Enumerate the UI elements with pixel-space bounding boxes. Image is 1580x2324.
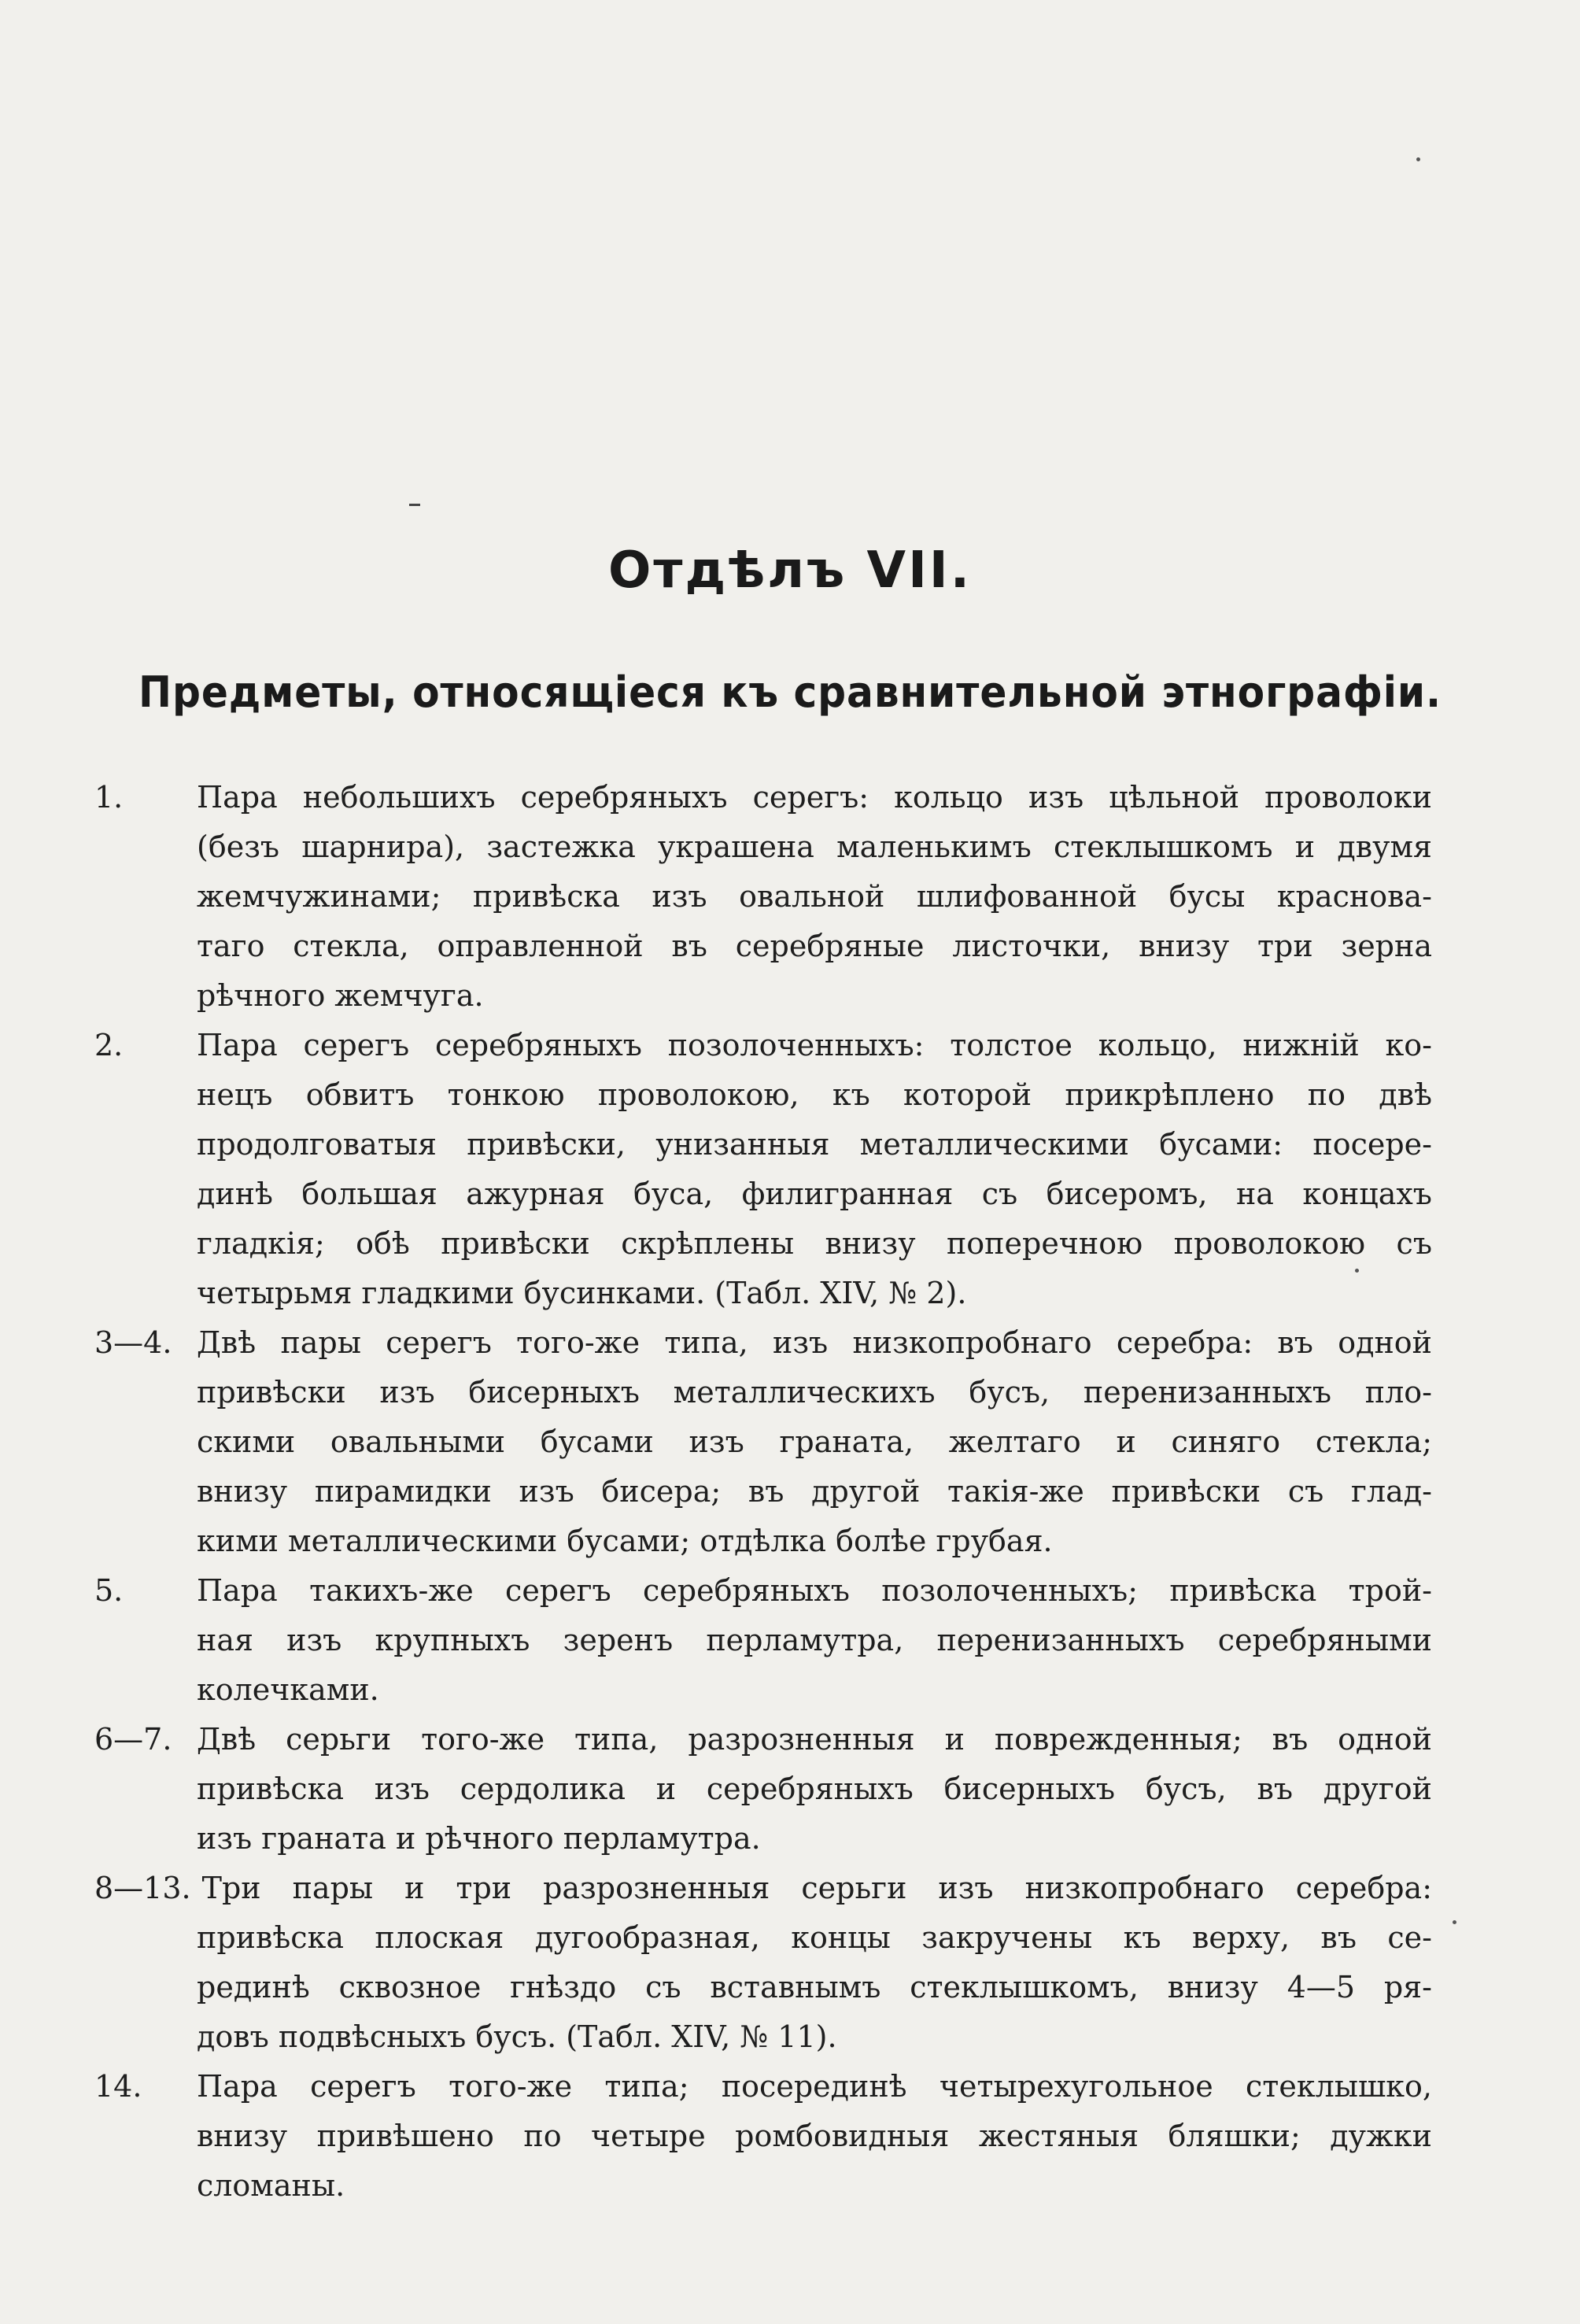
entry-number: 14.	[94, 2069, 142, 2104]
section-title: Отдѣлъ VII.	[608, 541, 972, 600]
stray-dash-mark	[409, 504, 420, 506]
entry-number: 5.	[94, 1573, 124, 1608]
entry-text-line: нецъ обвитъ тонкою проволокою, къ которой прикрѣплено по двѣ	[197, 1077, 1432, 1112]
entry-text-line: довъ подвѣсныхъ бусъ. (Табл. XIV, № 11).	[197, 2019, 837, 2054]
entry-text-line: продолговатыя привѣски, унизанныя металлическими бусами: посере-	[197, 1127, 1432, 1162]
entry-text-line: динѣ большая ажурная буса, филигранная съ бисеромъ, на концахъ	[197, 1177, 1432, 1211]
catalog-entry	[94, 1864, 1432, 2062]
stray-dot-mark	[1416, 157, 1420, 161]
entry-text-line: четырьмя гладкими бусинками. (Табл. XIV, № 2).	[197, 1276, 967, 1310]
catalog-entries	[94, 773, 1432, 2211]
stray-dot-mark	[1453, 1920, 1456, 1924]
catalog-entry	[94, 2062, 1432, 2211]
entry-text-line: Пара небольшихъ серебряныхъ серегъ: кольцо изъ цѣльной проволоки	[197, 780, 1432, 815]
entry-text-line: Три пары и три разрозненныя серьги изъ низкопробнаго серебра:	[201, 1871, 1432, 1905]
entry-number: 2.	[94, 1028, 124, 1062]
entry-text-line: рѣчного жемчуга.	[197, 978, 484, 1013]
entry-number: 8—13.	[94, 1871, 191, 1905]
entry-text-line: привѣска плоская дугообразная, концы закручены къ верху, въ се-	[197, 1920, 1432, 1955]
catalog-entry	[94, 1021, 1432, 1318]
entry-text-line: Пара серегъ серебряныхъ позолоченныхъ: толстое кольцо, нижній ко-	[197, 1028, 1432, 1062]
entry-text-line: привѣска изъ сердолика и серебряныхъ бисерныхъ бусъ, въ другой	[197, 1772, 1432, 1806]
catalog-entry	[94, 1715, 1432, 1864]
entry-number: 3—4.	[94, 1325, 172, 1360]
entry-text-line: колечками.	[197, 1672, 379, 1707]
entry-number: 1.	[94, 780, 124, 815]
catalog-entry	[94, 1318, 1432, 1566]
section-subtitle: Предметы, относящіеся къ сравнительной этнографіи.	[138, 667, 1442, 717]
catalog-entry	[94, 1566, 1432, 1715]
entry-text-line: Пара такихъ-же серегъ серебряныхъ позолоченныхъ; привѣска трой-	[197, 1573, 1432, 1608]
catalog-entry	[94, 773, 1432, 1021]
entry-text-line: сломаны.	[197, 2168, 345, 2203]
entry-text-line: внизу привѣшено по четыре ромбовидныя жестяныя бляшки; дужки	[197, 2119, 1432, 2153]
entry-text-line: Двѣ серьги того-же типа, разрозненныя и поврежденныя; въ одной	[197, 1722, 1432, 1757]
entry-text-line: внизу пирамидки изъ бисера; въ другой такія-же привѣски съ глад-	[197, 1474, 1432, 1509]
entry-text-line: жемчужинами; привѣска изъ овальной шлифованной бусы краснова-	[197, 879, 1432, 914]
entry-text-line: (безъ шарнира), застежка украшена маленькимъ стеклышкомъ и двумя	[197, 829, 1432, 864]
entry-text-line: изъ граната и рѣчного перламутра.	[197, 1821, 761, 1856]
entry-text-line: скими овальными бусами изъ граната, желтаго и синяго стекла;	[197, 1424, 1432, 1459]
entry-text-line: кими металлическими бусами; отдѣлка болѣе грубая.	[197, 1524, 1053, 1558]
entry-text-line: привѣски изъ бисерныхъ металлическихъ бусъ, перенизанныхъ пло-	[197, 1375, 1432, 1410]
entry-text-line: гладкія; обѣ привѣски скрѣплены внизу поперечною проволокою съ	[197, 1226, 1432, 1261]
entry-text-line: Двѣ пары серегъ того-же типа, изъ низкопробнаго серебра: въ одной	[197, 1325, 1432, 1360]
entry-text-line: таго стекла, оправленной въ серебряные листочки, внизу три зерна	[197, 929, 1432, 963]
entry-number: 6—7.	[94, 1722, 172, 1757]
entry-text-line: Пара серегъ того-же типа; посерединѣ четырехугольное стеклышко,	[197, 2069, 1432, 2104]
entry-text-line: ная изъ крупныхъ зеренъ перламутра, перенизанныхъ серебряными	[197, 1623, 1432, 1657]
entry-text-line: рединѣ сквозное гнѣздо съ вставнымъ стеклышкомъ, внизу 4—5 ря-	[197, 1970, 1432, 2004]
